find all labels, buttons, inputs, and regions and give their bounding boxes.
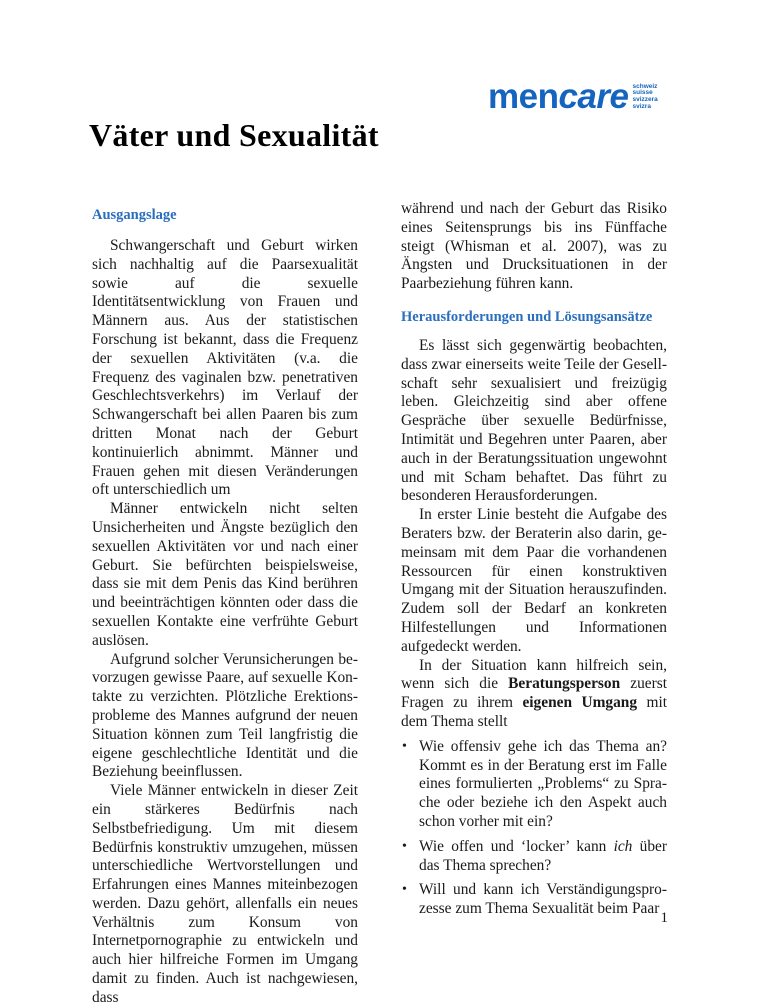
bullet-icon: • [402,882,407,898]
bullet-icon: • [402,738,407,754]
paragraph: Es lässt sich gegenwärtig beobachten, dass zwar einerseits weite Teile der Gesellschaft sehr sexualisiert und freizügig leben. Gleichzeitig sind aber offene Gespräche über sexuelle Bedürfnisse, Intimität und Begehren unter Paaren, aber auch in der Beratungssituation ungewohnt und mit Scham behaftet. Das führt zu besonderen Herausforderungen. [401,336,667,505]
section-heading-ausgangslage: Ausgangslage [92,207,177,223]
paragraph: Viele Männer entwickeln in dieser Zeit ein stärkeres Bedürfnis nach Selbstbefriedigung. Um mit diesem Bedürfnis konstruktiv umzugehen, müssen unterschiedliche Wertvorstellungen und Erfahrungen eines Mannes miteinbezogen werden. Dazu gehört, allenfalls ein neues Verhältnis zum Konsum von Internetpornographie zu entwickeln und auch hier hilfreiche Formen im Umgang damit zu finden. Auch ist nachgewiesen, dass [92,782,358,1006]
logo-wordmark [488,77,629,116]
logo-line-schweiz: schweiz [632,82,658,90]
paragraph-beratungsperson [401,657,667,732]
text-run: zuerst Fragen zu ihrem [401,675,667,712]
list-item [401,881,667,919]
section-heading-herausforderungen: Herausforderungen und Lösungsansätze [401,308,653,325]
paragraph: In erster Linie besteht die Aufgabe des Beraters bzw. der Beraterin also darin, gemeinsam mit dem Paar die vorhandenen Ressourcen für einen konstruktiven Umgang mit der Situation herauszufinden. Zudem soll der Bedarf an konkreten Hilfestellungen und Informationen aufgedeckt werden. [401,506,667,655]
logo-wordmark-men: men [488,77,559,116]
bold-term-eigenen-umgang: eigenen Umgang [522,694,638,712]
logo-line-svizra: svizra [632,102,651,110]
logo-line-suisse: suisse [632,89,653,97]
list-item-text: Wie offen und ‘locker’ kann [419,837,614,855]
paragraph: Aufgrund solcher Verunsicherungen bevorzugen gewisse Paare, auf sexuelle Kontakte zu verzichten. Plötzliche Erektionsprobleme des Mannes aufgrund der neuen Situation können zum Teil langfristig die eigene geschlechtliche Identität und die Beziehung beeinflussen. [92,650,358,781]
question-list [401,738,667,919]
logo-wordmark-care: care [558,77,629,116]
logo-line-svizzera: svizzera [632,96,658,103]
list-item-text: Will und kann ich Verständigungsprozesse zum Thema Sexualität beim Paar [419,881,667,918]
list-item [401,838,667,876]
text-run: mit dem Thema stellt [401,694,667,730]
list-item-text: Wie offensiv gehe ich das Thema an? Kommt es in der Beratung erst im Falle eines formulierten „Problems“ zu Sprache oder beziehe ich den Aspekt auch schon vorher mit ein? [419,737,667,830]
mencare-logo [488,77,658,116]
text-run: In der Situation kann hilfreich sein, wenn sich die [401,656,667,693]
bullet-icon: • [402,838,407,854]
left-column [92,196,358,1008]
bold-term-beratungsperson: Beratungsperson [508,675,621,693]
paragraph-continuation: während und nach der Geburt das Risiko eines Seitensprungs bis ins Fünffache steigt (Whisman et al. 2007), was zu Ängsten und Drucksituationen in der Paarbeziehung führen kann. [401,200,667,293]
paragraph: Schwangerschaft und Geburt wirken sich nachhaltig auf die Paarsexualität sowie auf die sexuelle Identitätsentwicklung von Frauen und Männern aus. Aus der statistischen Forschung ist bekannt, dass die Frequenz der sexuellen Aktivitäten (v.a. die Frequenz des vaginalen bzw. penetrativen Geschlechtsverkehrs) im Verlauf der Schwangerschaft bei allen Paaren bis zum dritten Monat nach der Geburt kontinuierlich abnimmt. Männer und Frauen gehen mit diesen Veränderungen oft unterschiedlich um [92,237,358,499]
paragraph: Männer entwickeln nicht selten Unsicherheiten und Ängste bezüglich den sexuellen Aktivitäten vor und nach einer Geburt. Sie befürchten beispielsweise, dass sie mit dem Penis das Kind berühren und beeinträchtigen könnten oder dass die sexuellen Kontakte eine verfrühte Geburt auslösen. [92,500,358,649]
logo-country-lines [633,84,658,110]
italic-emphasis: ich [613,837,633,855]
document-title: Väter und Sexualität [89,117,379,153]
list-item-text: über das Thema sprechen? [419,837,667,874]
list-item [401,738,667,832]
right-column [401,200,667,925]
page-number: 1 [660,910,668,926]
